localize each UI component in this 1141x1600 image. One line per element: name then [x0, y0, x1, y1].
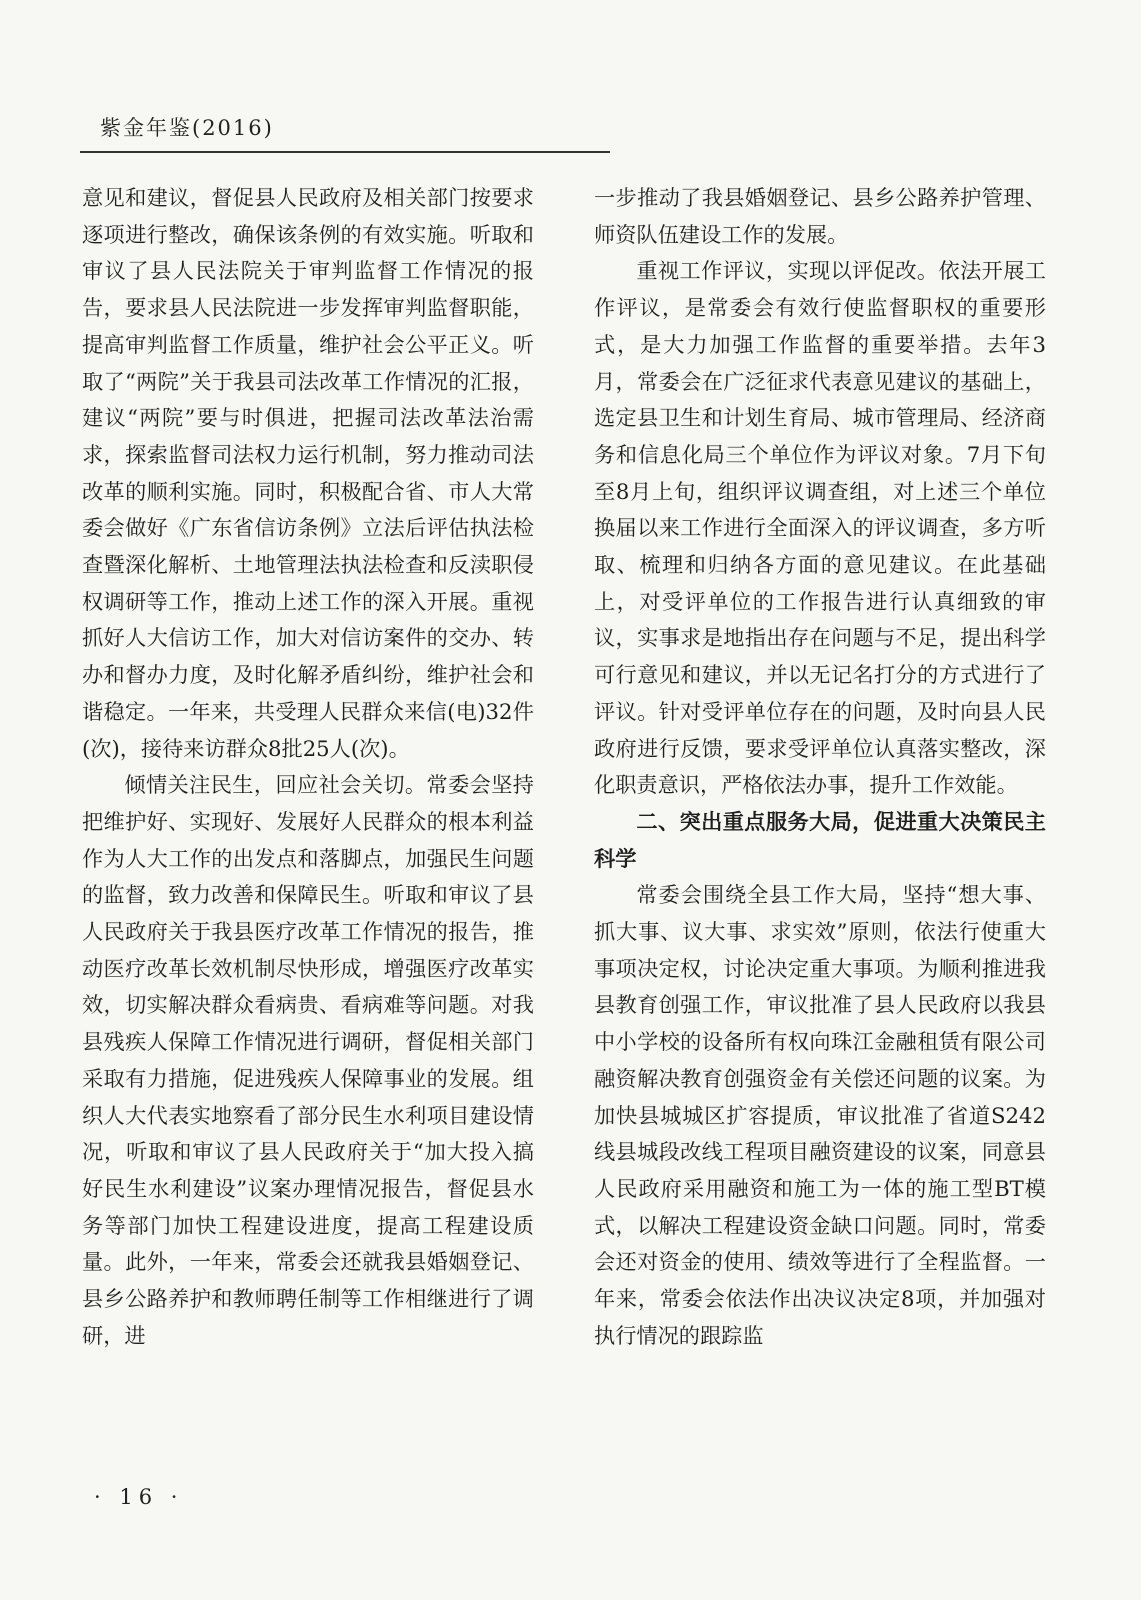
- paragraph: 意见和建议，督促县人民政府及相关部门按要求逐项进行整改，确保该条例的有效实施。听取和审议了县人民法院关于审判监督工作情况的报告，要求县人民法院进一步发挥审判监督职能，提高审判监督工作质量，维护社会公平正义。听取了“两院”关于我县司法改革工作情况的汇报，建议“两院”要与时俱进，把握司法改革法治需求，探索监督司法权力运行机制，努力推动司法改革的顺利实施。同时，积极配合省、市人大常委会做好《广东省信访条例》立法后评估执法检查暨深化解析、土地管理法执法检查和反渎职侵权调研等工作，推动上述工作的深入开展。重视抓好人大信访工作，加大对信访案件的交办、转办和督办力度，及时化解矛盾纠纷，维护社会和谐稳定。一年来，共受理人民群众来信(电)32件(次)，接待来访群众8批25人(次)。: [82, 185, 534, 761]
- page-number: · 16 ·: [94, 1485, 184, 1509]
- paragraph: 倾情关注民生，回应社会关切。常委会坚持把维护好、实现好、发展好人民群众的根本利益作为人大工作的出发点和落脚点，加强民生问题的监督，致力改善和保障民生。听取和审议了县人民政府关于我县医疗改革工作情况的报告，推动医疗改革长效机制尽快形成，增强医疗改革实效，切实解决群众看病贵、看病难等问题。对我县残疾人保障工作情况进行调研，督促相关部门采取有力措施，促进残疾人保障事业的发展。组织人大代表实地察看了部分民生水利项目建设情况，听取和审议了县人民政府关于“加大投入搞好民生水利建设”议案办理情况报告，督促县水务等部门加快工程建设进度，提高工程建设质量。此外，一年来，常委会还就我县婚姻登记、县乡公路养护和教师聘任制等工作相继进行了调研，进: [82, 772, 534, 1348]
- right-column: [594, 180, 1046, 1490]
- paragraph: 一步推动了我县婚姻登记、县乡公路养护管理、师资队伍建设工作的发展。: [594, 185, 1046, 247]
- running-header: 紫金年鉴(2016): [100, 116, 274, 140]
- header-rule: [80, 151, 610, 153]
- section-heading: 二、突出重点服务大局，促进重大决策民主科学: [594, 808, 1046, 871]
- paragraph: 常委会围绕全县工作大局，坚持“想大事、抓大事、议大事、求实效”原则，依法行使重大事项决定权，讨论决定重大事项。为顺利推进我县教育创强工作，审议批准了县人民政府以我县中小学校的设备所有权向珠江金融租赁有限公司融资解决教育创强资金有关偿还问题的议案。为加快县城城区扩容提质，审议批准了省道S242线县城段改线工程项目融资建设的议案，同意县人民政府采用融资和施工为一体的施工型BT模式，以解决工程建设资金缺口问题。同时，常委会还对资金的使用、绩效等进行了全程监督。一年来，常委会依法作出决议决定8项，并加强对执行情况的跟踪监: [594, 882, 1046, 1348]
- paragraph: 重视工作评议，实现以评促改。依法开展工作评议，是常委会有效行使监督职权的重要形式，是大力加强工作监督的重要举措。去年3月，常委会在广泛征求代表意见建议的基础上，选定县卫生和计划生育局、城市管理局、经济商务和信息化局三个单位作为评议对象。7月下旬至8月上旬，组织评议调查组，对上述三个单位换届以来工作进行全面深入的评议调查，多方听取、梳理和归纳各方面的意见建议。在此基础上，对受评单位的工作报告进行认真细致的审议，实事求是地指出存在问题与不足，提出科学可行意见和建议，并以无记名打分的方式进行了评议。针对受评单位存在的问题，及时向县人民政府进行反馈，要求受评单位认真落实整改，深化职责意识，严格依法办事，提升工作效能。: [594, 258, 1046, 798]
- left-column: [82, 180, 534, 1490]
